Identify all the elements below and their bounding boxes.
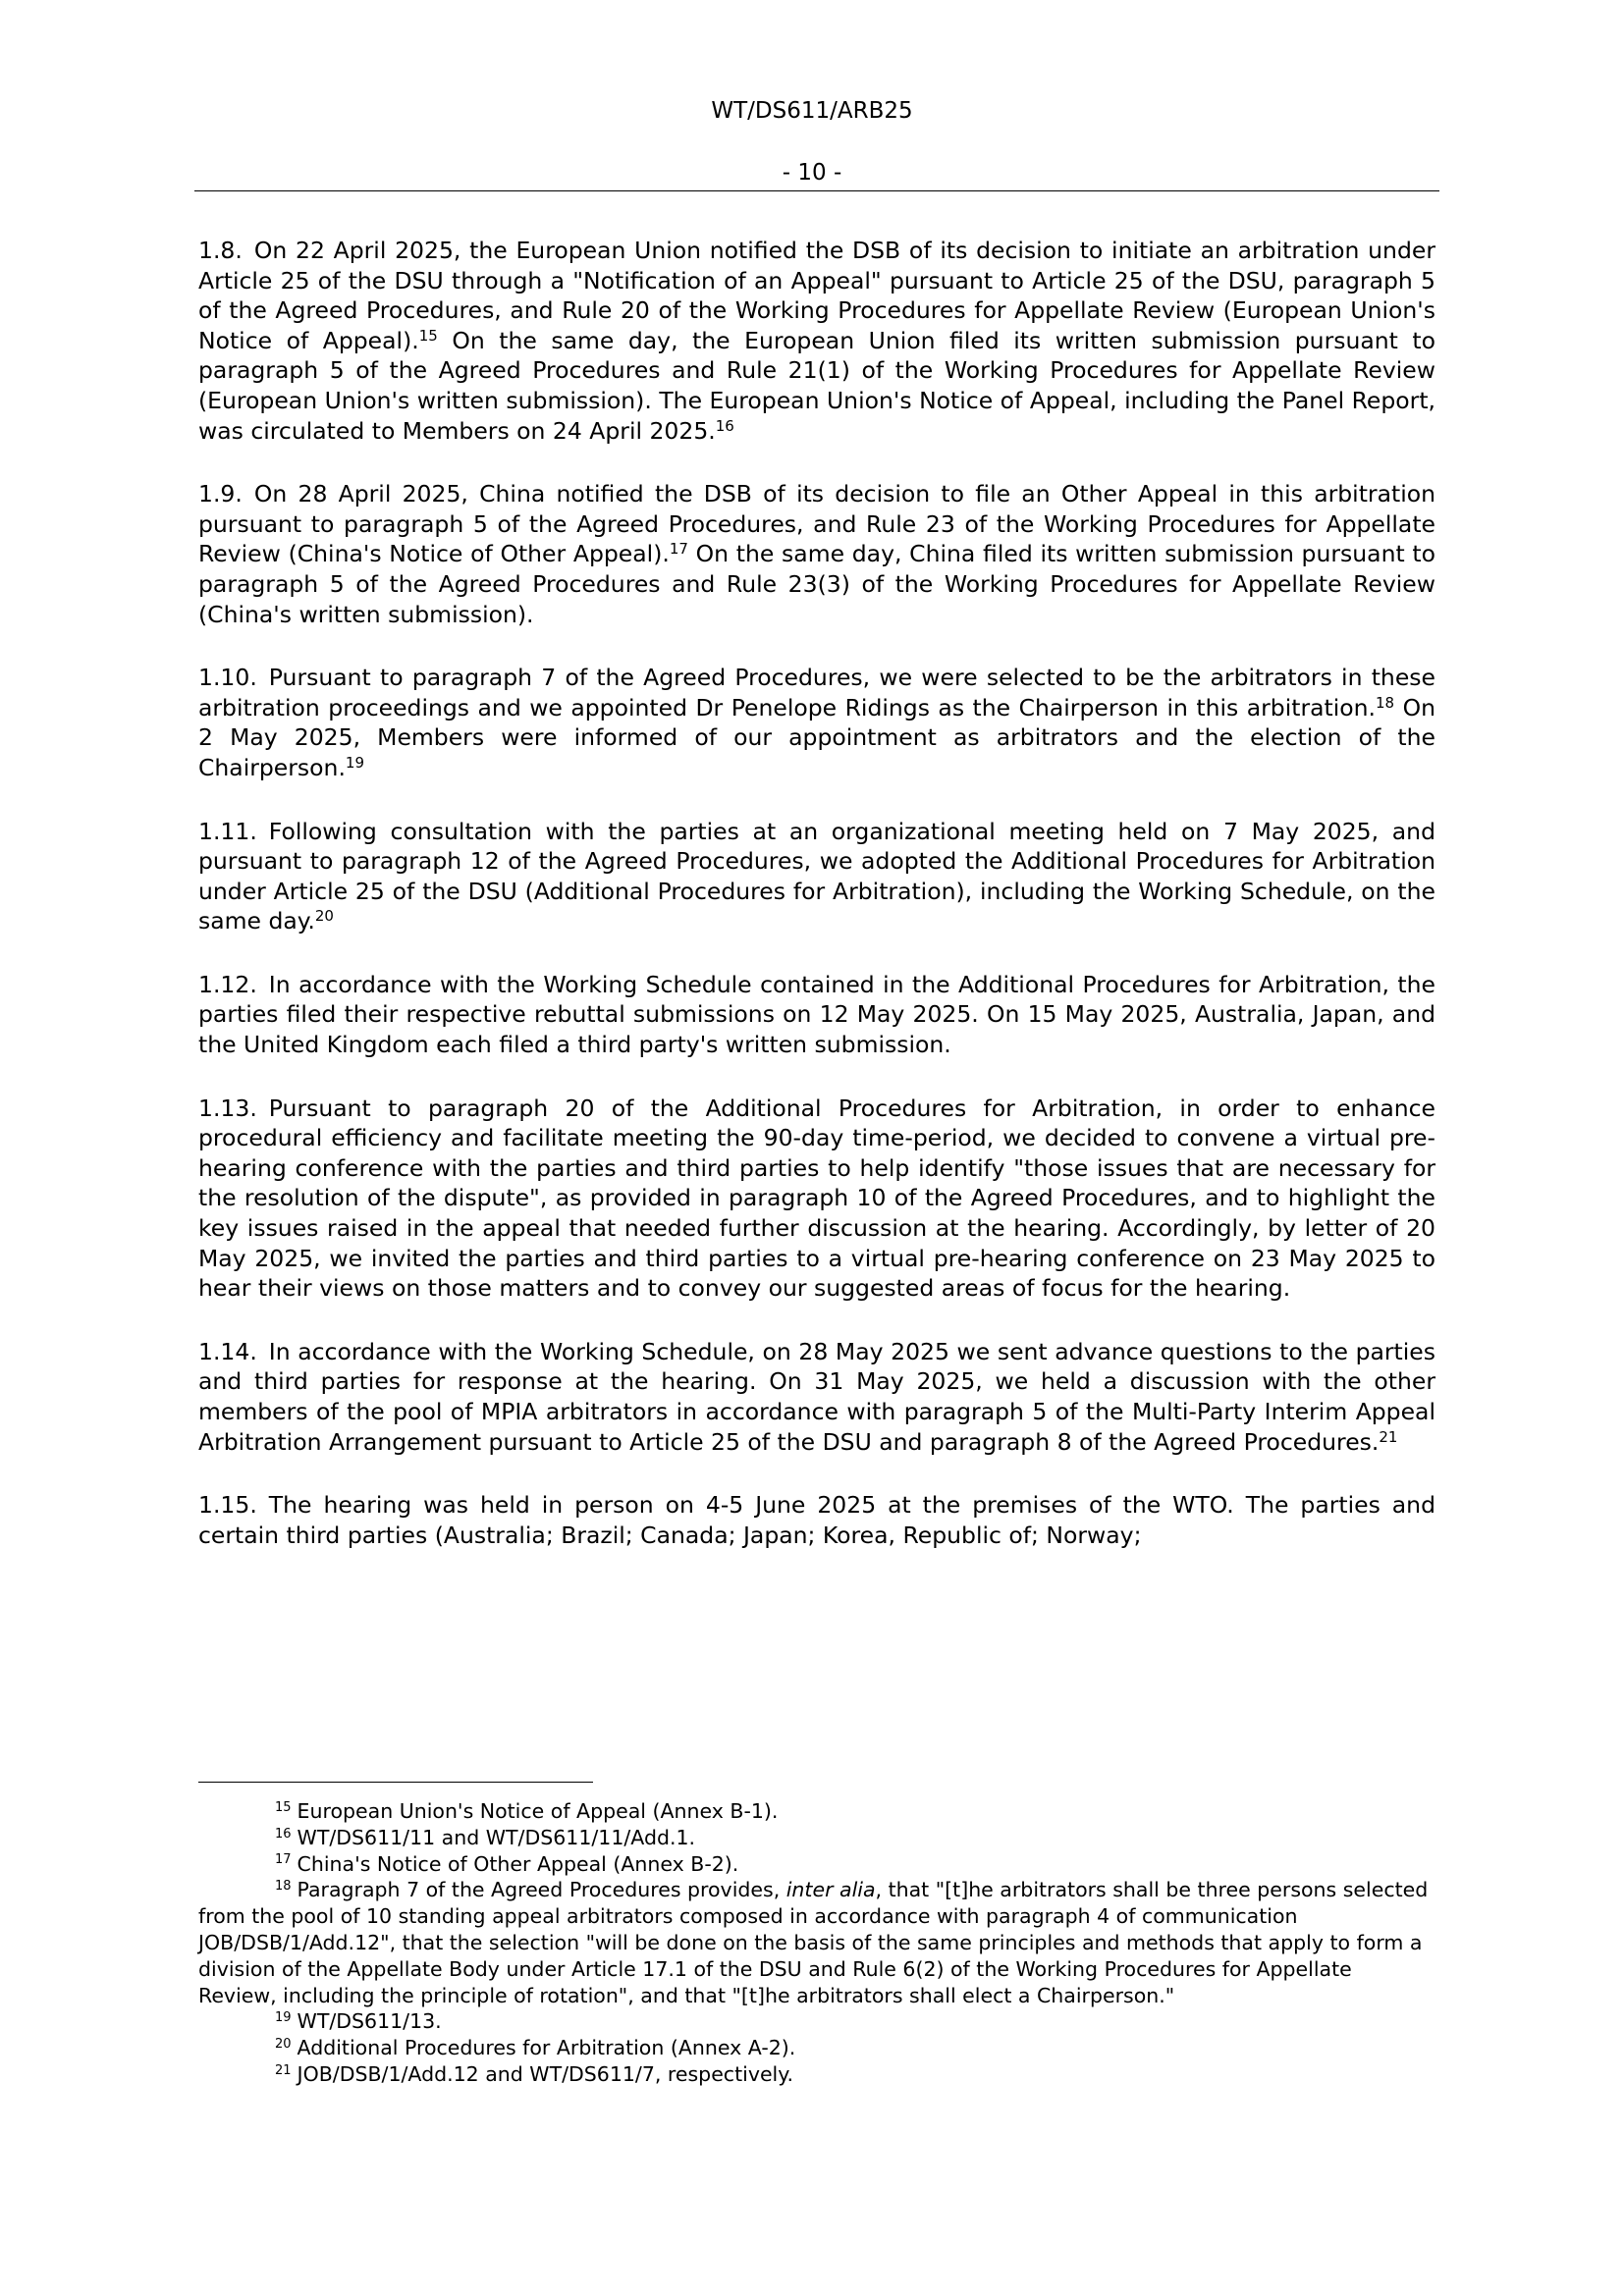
text-segment: Pursuant to paragraph 7 of the Agreed Procedures, we were selected to be the arbitrators in these arbitration proceedings and we appointed Dr Penelope Ridings as the Chairperson in this arbitration. — [198, 664, 1435, 721]
footnote-ref: 17 — [669, 540, 688, 559]
text-segment: Pursuant to paragraph 20 of the Additional Procedures for Arbitration, in order to enhance procedural efficiency and facilitate meeting the 90-day time-period, we decided to convene a virtual pre-hearing conference with the parties and third parties to help identify "those issues that are necessary for the resolution of the dispute", as provided in paragraph 10 of the Agreed Procedures, and to highlight the key issues raised in the appeal that needed further discussion at the hearing. Accordingly, by letter of 20 May 2025, we invited the parties and third parties to a virtual pre-hearing conference on 23 May 2025 to hear their views on those matters and to convey our suggested areas of focus for the hearing. — [198, 1094, 1435, 1303]
footnote-ref: 15 — [418, 326, 438, 345]
footnotes — [198, 1798, 1435, 2088]
paragraph — [198, 236, 1435, 446]
paragraph-number: 1.10. — [198, 664, 257, 692]
footnote-number: 21 — [275, 2062, 292, 2078]
paragraph — [198, 479, 1435, 629]
footnote-number: 19 — [275, 2010, 292, 2026]
document-symbol: WT/DS611/ARB25 — [711, 98, 913, 124]
italic-text: inter alia — [785, 1878, 876, 1902]
paragraph — [198, 970, 1435, 1060]
paragraph-number: 1.11. — [198, 817, 257, 845]
text-segment: JOB/DSB/1/Add.12 and WT/DS611/7, respectively. — [297, 2061, 793, 2086]
document-body — [198, 236, 1435, 1583]
page-number: - 10 - — [782, 160, 842, 186]
text-segment: WT/DS611/11 and WT/DS611/11/Add.1. — [297, 1825, 696, 1849]
text-segment: In accordance with the Working Schedule, on 28 May 2025 we sent advance questions to the parties and third parties for response at the hearing. On 31 May 2025, we held a discussion with the other members of the pool of MPIA arbitrators in accordance with paragraph 5 of the Multi-Party Interim Appeal Arbitration Arrangement pursuant to Article 25 of the DSU and paragraph 8 of the Agreed Procedures. — [198, 1337, 1435, 1456]
footnote-number: 18 — [275, 1879, 292, 1895]
footnote-number: 20 — [275, 2037, 292, 2053]
paragraph-number: 1.8. — [198, 237, 243, 264]
footnote-ref: 20 — [314, 907, 334, 926]
footnote — [198, 2061, 1435, 2088]
paragraph — [198, 1094, 1435, 1304]
footnote-separator — [198, 1782, 593, 1783]
text-segment: Additional Procedures for Arbitration (Annex A-2). — [297, 2036, 796, 2060]
text-segment: In accordance with the Working Schedule contained in the Additional Procedures for Arbitration, the parties filed their respective rebuttal submissions on 12 May 2025. On 15 May 2025, Australia, Japan, and the United Kingdom each filed a third party's written submission. — [198, 970, 1435, 1059]
text-segment: On 28 April 2025, China notified the DSB of its decision to file an Other Appeal in this arbitration pursuant to paragraph 5 of the Agreed Procedures, and Rule 23 of the Working Procedures for Appellate Review (China's Notice of Other Appeal). — [198, 480, 1435, 568]
paragraph-number: 1.9. — [198, 480, 243, 508]
paragraph-number: 1.14. — [198, 1337, 257, 1365]
text-segment: China's Notice of Other Appeal (Annex B-2). — [297, 1851, 739, 1876]
text-segment: , that "[t]he arbitrators shall be three persons selected from the pool of 10 standing appeal arbitrators composed in accordance with paragraph 4 of communication JOB/DSB/1/Add.12", that the selection "will be done on the basis of the same principles and methods that apply to form a division of the Appellate Body under Article 17.1 of the DSU and Rule 6(2) of the Working Procedures for Appellate Review, including the principle of rotation", and that "[t]he arbitrators shall elect a Chairperson." — [198, 1878, 1429, 2007]
paragraph — [198, 1337, 1435, 1457]
text-segment: The hearing was held in person on 4-5 June 2025 at the premises of the WTO. The parties and certain third parties (Australia; Brazil; Canada; Japan; Korea, Republic of; Norway; — [198, 1491, 1435, 1549]
text-segment: On the same day, the European Union filed its written submission pursuant to paragraph 5 of the Agreed Procedures and Rule 21(1) of the Working Procedures for Appellate Review (European Union's written submission). The European Union's Notice of Appeal, including the Panel Report, was circulated to Members on 24 April 2025. — [198, 326, 1435, 445]
paragraph — [198, 817, 1435, 936]
paragraph-number: 1.12. — [198, 970, 257, 998]
text-segment: Paragraph 7 of the Agreed Procedures provides, — [297, 1878, 786, 1902]
text-segment: Following consultation with the parties at an organizational meeting held on 7 May 2025, and pursuant to paragraph 12 of the Agreed Procedures, we adopted the Additional Procedures for Arbitration under Article 25 of the DSU (Additional Procedures for Arbitration), including the Working Schedule, on the same day. — [198, 817, 1435, 935]
footnote-ref: 19 — [345, 753, 365, 772]
text-segment: On 22 April 2025, the European Union notified the DSB of its decision to initiate an arbitration under Article 25 of the DSU through a "Notification of an Appeal" pursuant to Article 25 of the DSU, paragraph 5 of the Agreed Procedures, and Rule 20 of the Working Procedures for Appellate Review (European Union's Notice of Appeal). — [198, 237, 1435, 354]
footnote-ref: 21 — [1379, 1427, 1398, 1446]
paragraph — [198, 1490, 1435, 1550]
footnote — [198, 2035, 1435, 2061]
paragraph-number: 1.13. — [198, 1094, 257, 1122]
footnote-number: 16 — [275, 1826, 292, 1842]
footnote-number: 17 — [275, 1852, 292, 1868]
footnote — [198, 1877, 1435, 2008]
text-segment: On the same day, China filed its written submission pursuant to paragraph 5 of the Agreed Procedures and Rule 23(3) of the Working Procedures for Appellate Review (China's written submission). — [198, 540, 1435, 628]
footnote-ref: 16 — [715, 416, 734, 435]
footnote-number: 15 — [275, 1799, 292, 1815]
text-segment: On 2 May 2025, Members were informed of our appointment as arbitrators and the election of the Chairperson. — [198, 693, 1435, 781]
header-rule — [194, 190, 1439, 191]
paragraph — [198, 663, 1435, 782]
footnote — [198, 2008, 1435, 2035]
text-segment: WT/DS611/13. — [297, 2009, 442, 2034]
paragraph-number: 1.15. — [198, 1491, 257, 1520]
footnote — [198, 1851, 1435, 1878]
text-segment: European Union's Notice of Appeal (Annex B-1). — [297, 1799, 779, 1823]
footnote — [198, 1825, 1435, 1851]
footnote-ref: 18 — [1376, 693, 1395, 712]
footnote — [198, 1798, 1435, 1825]
